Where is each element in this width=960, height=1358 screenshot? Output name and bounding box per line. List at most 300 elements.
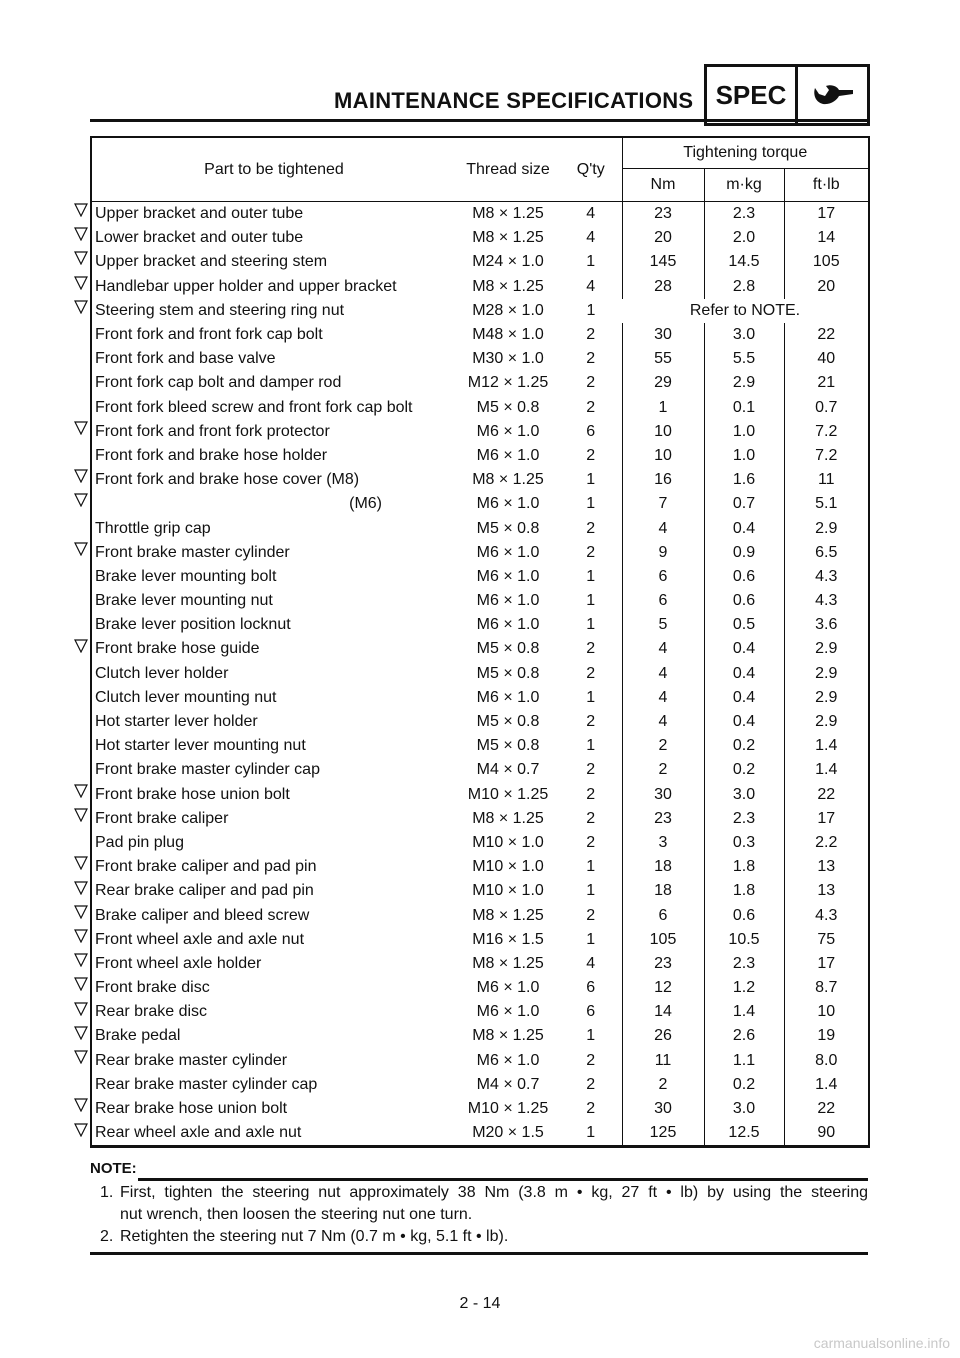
cell-thread-size: M28 × 1.0 bbox=[472, 301, 544, 319]
cell-qty: 2 bbox=[586, 350, 596, 368]
cell-qty: 1 bbox=[586, 1124, 596, 1142]
cell-part bbox=[92, 347, 456, 371]
table-row bbox=[92, 492, 868, 516]
spec-badge-label: SPEC bbox=[707, 67, 798, 123]
cell-ftlb: 7.2 bbox=[784, 444, 868, 468]
cell-thread-size: M24 × 1.0 bbox=[472, 253, 544, 271]
cell-ftlb: 20 bbox=[784, 275, 868, 299]
cell-mkg: 0.7 bbox=[704, 492, 784, 516]
cell-part bbox=[92, 589, 456, 613]
cell-thread-size: M5 × 0.8 bbox=[476, 519, 540, 537]
cell-ftlb: 2.9 bbox=[784, 686, 868, 710]
cell-nm: 11 bbox=[622, 1049, 704, 1073]
torque-table bbox=[90, 136, 870, 1148]
part-name: Rear brake caliper and pad pin bbox=[95, 882, 314, 900]
cell-thread-size: M6 × 1.0 bbox=[476, 446, 540, 464]
table-row bbox=[92, 202, 868, 227]
cell-nm: 3 bbox=[622, 831, 704, 855]
triangle-marker-icon bbox=[74, 493, 88, 507]
part-name: Hot starter lever mounting nut bbox=[95, 737, 306, 755]
triangle-marker-icon bbox=[74, 905, 88, 919]
part-name: Front brake master cylinder cap bbox=[95, 761, 320, 779]
cell-qty: 2 bbox=[586, 1051, 596, 1069]
cell-thread-size: M6 × 1.0 bbox=[476, 1051, 540, 1069]
part-name: Front brake hose union bolt bbox=[95, 785, 290, 803]
cell-part bbox=[92, 734, 456, 758]
cell-mkg: 0.2 bbox=[704, 1073, 784, 1097]
cell-part bbox=[92, 1121, 456, 1145]
cell-mkg: 0.4 bbox=[704, 662, 784, 686]
cell-qty: 4 bbox=[586, 205, 596, 223]
cell-part bbox=[92, 637, 456, 661]
cell-qty: 1 bbox=[586, 253, 596, 271]
cell-nm: 10 bbox=[622, 444, 704, 468]
triangle-marker-icon bbox=[74, 542, 88, 556]
triangle-marker-icon bbox=[74, 929, 88, 943]
part-name: Steering stem and steering ring nut bbox=[95, 301, 345, 319]
cell-nm: 23 bbox=[622, 952, 704, 976]
cell-qty: 2 bbox=[586, 906, 596, 924]
cell-part bbox=[92, 492, 456, 516]
cell-ftlb: 105 bbox=[784, 250, 868, 274]
part-name: Front wheel axle holder bbox=[95, 954, 262, 972]
cell-nm: 23 bbox=[622, 807, 704, 831]
cell-thread-size: M8 × 1.25 bbox=[472, 277, 544, 295]
cell-nm: 4 bbox=[622, 637, 704, 661]
cell-ftlb: 1.4 bbox=[784, 1073, 868, 1097]
cell-thread-size: M48 × 1.0 bbox=[472, 326, 544, 344]
cell-mkg: 1.0 bbox=[704, 444, 784, 468]
cell-qty: 6 bbox=[586, 1003, 596, 1021]
cell-nm: 9 bbox=[622, 541, 704, 565]
cell-part bbox=[92, 903, 456, 927]
header-nm: Nm bbox=[622, 169, 704, 202]
cell-nm: 18 bbox=[622, 855, 704, 879]
cell-nm: 4 bbox=[622, 686, 704, 710]
table-row bbox=[92, 323, 868, 347]
cell-thread-size: M5 × 0.8 bbox=[476, 640, 540, 658]
cell-mkg: 1.0 bbox=[704, 420, 784, 444]
cell-ftlb: 17 bbox=[784, 807, 868, 831]
cell-nm: 29 bbox=[622, 371, 704, 395]
cell-part bbox=[92, 783, 456, 807]
note-item-2-line1: Retighten the steering nut 7 Nm (0.7 m • kg, 5.1 ft • lb). bbox=[120, 1228, 509, 1245]
cell-nm: 28 bbox=[622, 275, 704, 299]
cell-thread-size: M10 × 1.25 bbox=[467, 1100, 549, 1118]
table-row bbox=[92, 734, 868, 758]
cell-mkg: 1.2 bbox=[704, 976, 784, 1000]
cell-thread-size: M10 × 1.25 bbox=[467, 785, 549, 803]
cell-ftlb: 7.2 bbox=[784, 420, 868, 444]
triangle-marker-icon bbox=[74, 203, 88, 217]
cell-thread-size: M16 × 1.5 bbox=[472, 930, 544, 948]
cell-qty: 2 bbox=[586, 713, 596, 731]
table-row bbox=[92, 662, 868, 686]
cell-thread-size: M12 × 1.25 bbox=[467, 374, 549, 392]
cell-part bbox=[92, 855, 456, 879]
cell-nm: 6 bbox=[622, 589, 704, 613]
cell-nm: 125 bbox=[622, 1121, 704, 1145]
cell-part bbox=[92, 662, 456, 686]
cell-ftlb: 22 bbox=[784, 323, 868, 347]
cell-thread-size: M8 × 1.25 bbox=[472, 906, 544, 924]
table-row bbox=[92, 299, 868, 323]
part-name: Front fork and brake hose cover (M8) bbox=[95, 471, 360, 489]
cell-qty: 4 bbox=[586, 277, 596, 295]
table-row bbox=[92, 226, 868, 250]
cell-nm: 2 bbox=[622, 734, 704, 758]
cell-nm: 5 bbox=[622, 613, 704, 637]
table-row bbox=[92, 371, 868, 395]
part-name: Brake lever position locknut bbox=[95, 616, 291, 634]
triangle-marker-icon bbox=[74, 1098, 88, 1112]
cell-nm: 30 bbox=[622, 1097, 704, 1121]
cell-nm: 4 bbox=[622, 710, 704, 734]
part-name: Front fork and front fork protector bbox=[95, 422, 330, 440]
triangle-marker-icon bbox=[74, 953, 88, 967]
part-name: Rear brake master cylinder cap bbox=[95, 1075, 318, 1093]
triangle-marker-icon bbox=[74, 469, 88, 483]
part-name: Lower bracket and outer tube bbox=[95, 229, 304, 247]
cell-part bbox=[92, 807, 456, 831]
cell-ftlb: 13 bbox=[784, 855, 868, 879]
cell-ftlb: 90 bbox=[784, 1121, 868, 1145]
cell-nm: 30 bbox=[622, 783, 704, 807]
cell-ftlb: 17 bbox=[784, 952, 868, 976]
cell-thread-size: M6 × 1.0 bbox=[476, 592, 540, 610]
cell-thread-size: M5 × 0.8 bbox=[476, 398, 540, 416]
cell-mkg: 3.0 bbox=[704, 323, 784, 347]
part-name: Clutch lever mounting nut bbox=[95, 688, 277, 706]
cell-nm: 1 bbox=[622, 396, 704, 420]
cell-part bbox=[92, 1049, 456, 1073]
cell-mkg: 0.3 bbox=[704, 831, 784, 855]
cell-nm: 7 bbox=[622, 492, 704, 516]
note-rule-top bbox=[138, 1178, 868, 1181]
table-row bbox=[92, 275, 868, 299]
cell-part bbox=[92, 1073, 456, 1097]
cell-qty: 2 bbox=[586, 519, 596, 537]
cell-thread-size: M20 × 1.5 bbox=[472, 1124, 544, 1142]
part-name: Upper bracket and steering stem bbox=[95, 253, 328, 271]
cell-part bbox=[92, 202, 456, 227]
cell-part bbox=[92, 299, 456, 323]
cell-qty: 2 bbox=[586, 1100, 596, 1118]
table-row bbox=[92, 1049, 868, 1073]
cell-part bbox=[92, 710, 456, 734]
cell-thread-size: M5 × 0.8 bbox=[476, 737, 540, 755]
cell-qty: 2 bbox=[586, 374, 596, 392]
note-rule-bottom bbox=[90, 1252, 868, 1255]
cell-mkg: 10.5 bbox=[704, 928, 784, 952]
cell-nm: 6 bbox=[622, 565, 704, 589]
cell-ftlb: 2.9 bbox=[784, 662, 868, 686]
cell-nm: 10 bbox=[622, 420, 704, 444]
cell-thread-size: M5 × 0.8 bbox=[476, 664, 540, 682]
cell-ftlb: 40 bbox=[784, 347, 868, 371]
table-row bbox=[92, 903, 868, 927]
cell-qty: 6 bbox=[586, 422, 596, 440]
cell-thread-size: M6 × 1.0 bbox=[476, 543, 540, 561]
cell-mkg: 2.3 bbox=[704, 952, 784, 976]
cell-qty: 1 bbox=[586, 301, 596, 319]
cell-qty: 2 bbox=[586, 809, 596, 827]
part-name: Upper bracket and outer tube bbox=[95, 205, 304, 223]
cell-thread-size: M10 × 1.0 bbox=[472, 858, 544, 876]
cell-ftlb: 8.7 bbox=[784, 976, 868, 1000]
cell-qty: 2 bbox=[586, 785, 596, 803]
cell-qty: 2 bbox=[586, 664, 596, 682]
cell-mkg: 1.4 bbox=[704, 1000, 784, 1024]
table-row bbox=[92, 396, 868, 420]
cell-part bbox=[92, 613, 456, 637]
cell-mkg: 0.5 bbox=[704, 613, 784, 637]
part-name: Front brake hose guide bbox=[95, 640, 260, 658]
cell-part bbox=[92, 565, 456, 589]
cell-thread-size: M6 × 1.0 bbox=[476, 1003, 540, 1021]
note-item-1-number: 1. bbox=[100, 1184, 114, 1201]
cell-mkg: 0.4 bbox=[704, 637, 784, 661]
cell-mkg: 0.6 bbox=[704, 903, 784, 927]
cell-mkg: 0.4 bbox=[704, 686, 784, 710]
cell-part bbox=[92, 250, 456, 274]
cell-mkg: 1.1 bbox=[704, 1049, 784, 1073]
cell-part bbox=[92, 1000, 456, 1024]
cell-ftlb: 2.9 bbox=[784, 710, 868, 734]
cell-part bbox=[92, 226, 456, 250]
part-name: Brake caliper and bleed screw bbox=[95, 906, 310, 924]
cell-mkg: 0.1 bbox=[704, 396, 784, 420]
table-row bbox=[92, 879, 868, 903]
triangle-marker-icon bbox=[74, 1123, 88, 1137]
cell-part bbox=[92, 976, 456, 1000]
table-row bbox=[92, 1000, 868, 1024]
cell-ftlb: 22 bbox=[784, 783, 868, 807]
triangle-marker-icon bbox=[74, 227, 88, 241]
cell-torque-note: Refer to NOTE. bbox=[689, 301, 801, 319]
cell-part bbox=[92, 323, 456, 347]
part-name: Front fork and front fork cap bolt bbox=[95, 326, 323, 344]
part-name: Pad pin plug bbox=[95, 833, 184, 851]
cell-mkg: 2.6 bbox=[704, 1024, 784, 1048]
cell-qty: 1 bbox=[586, 930, 596, 948]
cell-nm: 18 bbox=[622, 879, 704, 903]
triangle-marker-icon bbox=[74, 639, 88, 653]
header-thread-size: Thread size bbox=[456, 138, 560, 202]
part-name: Hot starter lever holder bbox=[95, 713, 258, 731]
cell-part bbox=[92, 275, 456, 299]
cell-qty: 1 bbox=[586, 882, 596, 900]
triangle-marker-icon bbox=[74, 300, 88, 314]
table-row bbox=[92, 710, 868, 734]
cell-ftlb: 19 bbox=[784, 1024, 868, 1048]
table-row bbox=[92, 686, 868, 710]
part-name: Rear brake master cylinder bbox=[95, 1051, 288, 1069]
cell-part bbox=[92, 516, 456, 540]
cell-part bbox=[92, 758, 456, 782]
cell-thread-size: M4 × 0.7 bbox=[476, 761, 540, 779]
part-name: Front brake caliper and pad pin bbox=[95, 858, 317, 876]
cell-nm: 30 bbox=[622, 323, 704, 347]
cell-part bbox=[92, 831, 456, 855]
table-row bbox=[92, 1073, 868, 1097]
part-name: Handlebar upper holder and upper bracket bbox=[95, 277, 397, 295]
cell-ftlb: 3.6 bbox=[784, 613, 868, 637]
table-row bbox=[92, 565, 868, 589]
cell-part bbox=[92, 541, 456, 565]
spec-badge bbox=[704, 64, 870, 126]
cell-mkg: 0.9 bbox=[704, 541, 784, 565]
triangle-marker-icon bbox=[74, 856, 88, 870]
triangle-marker-icon bbox=[74, 421, 88, 435]
table-row bbox=[92, 1097, 868, 1121]
cell-ftlb: 6.5 bbox=[784, 541, 868, 565]
cell-thread-size: M6 × 1.0 bbox=[476, 616, 540, 634]
triangle-marker-icon bbox=[74, 1050, 88, 1064]
cell-mkg: 0.4 bbox=[704, 710, 784, 734]
table-row bbox=[92, 637, 868, 661]
table-row bbox=[92, 952, 868, 976]
cell-part bbox=[92, 444, 456, 468]
cell-nm: 23 bbox=[622, 202, 704, 227]
part-name: Rear wheel axle and axle nut bbox=[95, 1124, 302, 1142]
cell-qty: 1 bbox=[586, 688, 596, 706]
cell-qty: 2 bbox=[586, 543, 596, 561]
cell-mkg: 3.0 bbox=[704, 1097, 784, 1121]
table-row bbox=[92, 541, 868, 565]
cell-qty: 1 bbox=[586, 1027, 596, 1045]
cell-qty: 2 bbox=[586, 326, 596, 344]
table-row bbox=[92, 420, 868, 444]
cell-ftlb: 2.2 bbox=[784, 831, 868, 855]
cell-mkg: 0.2 bbox=[704, 758, 784, 782]
cell-ftlb: 21 bbox=[784, 371, 868, 395]
cell-ftlb: 14 bbox=[784, 226, 868, 250]
table-row bbox=[92, 613, 868, 637]
cell-mkg: 0.6 bbox=[704, 589, 784, 613]
cell-ftlb: 2.9 bbox=[784, 637, 868, 661]
cell-mkg: 2.3 bbox=[704, 202, 784, 227]
part-name: Front fork and brake hose holder bbox=[95, 446, 328, 464]
cell-mkg: 1.8 bbox=[704, 855, 784, 879]
table-row bbox=[92, 928, 868, 952]
part-name: Brake lever mounting nut bbox=[95, 592, 273, 610]
cell-qty: 2 bbox=[586, 1075, 596, 1093]
wrench-icon bbox=[798, 67, 867, 123]
cell-mkg: 0.6 bbox=[704, 565, 784, 589]
page-title: MAINTENANCE SPECIFICATIONS bbox=[334, 88, 694, 113]
part-name: Front fork bleed screw and front fork cap bolt bbox=[95, 398, 413, 416]
note-item-1-line1: First, tighten the steering nut approximately 38 Nm (3.8 m • kg, 27 ft • lb) by using the steering bbox=[120, 1184, 868, 1201]
cell-thread-size: M6 × 1.0 bbox=[476, 567, 540, 585]
cell-mkg: 2.0 bbox=[704, 226, 784, 250]
cell-thread-size: M10 × 1.0 bbox=[472, 882, 544, 900]
cell-part bbox=[92, 879, 456, 903]
part-name: Rear brake hose union bolt bbox=[95, 1100, 288, 1118]
part-variant: (M6) bbox=[349, 495, 382, 513]
table-row bbox=[92, 1121, 868, 1145]
cell-ftlb: 4.3 bbox=[784, 589, 868, 613]
table-row bbox=[92, 783, 868, 807]
cell-ftlb: 4.3 bbox=[784, 565, 868, 589]
cell-mkg: 14.5 bbox=[704, 250, 784, 274]
cell-nm: 12 bbox=[622, 976, 704, 1000]
cell-thread-size: M30 × 1.0 bbox=[472, 350, 544, 368]
cell-nm: 14 bbox=[622, 1000, 704, 1024]
cell-ftlb: 13 bbox=[784, 879, 868, 903]
part-name: Front wheel axle and axle nut bbox=[95, 930, 305, 948]
header-ftlb: ft·lb bbox=[784, 169, 868, 202]
part-name: Throttle grip cap bbox=[95, 519, 211, 537]
cell-ftlb: 11 bbox=[784, 468, 868, 492]
cell-thread-size: M6 × 1.0 bbox=[476, 495, 540, 513]
cell-part bbox=[92, 420, 456, 444]
cell-ftlb: 22 bbox=[784, 1097, 868, 1121]
cell-thread-size: M8 × 1.25 bbox=[472, 205, 544, 223]
cell-part bbox=[92, 686, 456, 710]
triangle-marker-icon bbox=[74, 784, 88, 798]
cell-mkg: 1.8 bbox=[704, 879, 784, 903]
header-tightening-torque: Tightening torque bbox=[622, 138, 868, 169]
triangle-marker-icon bbox=[74, 808, 88, 822]
part-name: Brake lever mounting bolt bbox=[95, 567, 277, 585]
table-row bbox=[92, 516, 868, 540]
table-row bbox=[92, 250, 868, 274]
cell-qty: 1 bbox=[586, 471, 596, 489]
table-row bbox=[92, 758, 868, 782]
cell-nm: 55 bbox=[622, 347, 704, 371]
cell-ftlb: 5.1 bbox=[784, 492, 868, 516]
cell-nm: 4 bbox=[622, 662, 704, 686]
cell-mkg: 0.2 bbox=[704, 734, 784, 758]
cell-part bbox=[92, 1097, 456, 1121]
part-name: Front brake caliper bbox=[95, 809, 229, 827]
triangle-marker-icon bbox=[74, 881, 88, 895]
cell-thread-size: M6 × 1.0 bbox=[476, 422, 540, 440]
triangle-marker-icon bbox=[74, 977, 88, 991]
cell-mkg: 0.4 bbox=[704, 516, 784, 540]
cell-mkg: 3.0 bbox=[704, 783, 784, 807]
cell-thread-size: M8 × 1.25 bbox=[472, 1027, 544, 1045]
triangle-marker-icon bbox=[74, 276, 88, 290]
cell-mkg: 2.9 bbox=[704, 371, 784, 395]
table-row bbox=[92, 807, 868, 831]
cell-thread-size: M8 × 1.25 bbox=[472, 954, 544, 972]
cell-qty: 2 bbox=[586, 640, 596, 658]
table-row bbox=[92, 444, 868, 468]
header-mkg: m·kg bbox=[704, 169, 784, 202]
cell-qty: 2 bbox=[586, 833, 596, 851]
cell-qty: 2 bbox=[586, 446, 596, 464]
cell-part bbox=[92, 396, 456, 420]
cell-qty: 1 bbox=[586, 616, 596, 634]
cell-part bbox=[92, 468, 456, 492]
cell-nm: 2 bbox=[622, 758, 704, 782]
cell-nm: 105 bbox=[622, 928, 704, 952]
cell-mkg: 5.5 bbox=[704, 347, 784, 371]
cell-nm: 6 bbox=[622, 903, 704, 927]
cell-qty: 4 bbox=[586, 954, 596, 972]
cell-ftlb: 17 bbox=[784, 202, 868, 227]
part-name: Front brake master cylinder bbox=[95, 543, 290, 561]
cell-qty: 1 bbox=[586, 567, 596, 585]
cell-thread-size: M10 × 1.0 bbox=[472, 833, 544, 851]
cell-mkg: 2.3 bbox=[704, 807, 784, 831]
watermark: carmanualsonline.info bbox=[813, 1335, 950, 1351]
header-part: Part to be tightened bbox=[92, 138, 456, 202]
header-rule bbox=[90, 119, 868, 122]
cell-part bbox=[92, 371, 456, 395]
